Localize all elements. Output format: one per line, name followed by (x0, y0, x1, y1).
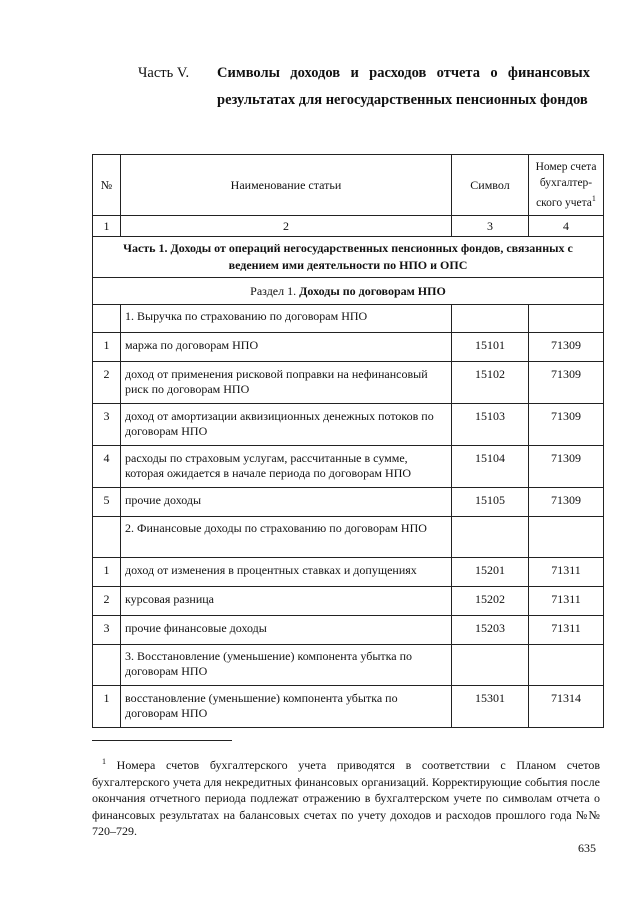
group-row (93, 305, 604, 333)
table-row (93, 558, 604, 587)
footnote (92, 754, 600, 840)
row-symbol: 15301 (452, 686, 529, 728)
column-number: 3 (452, 216, 529, 237)
group-title: 1. Выручка по страхованию по договорам НПО (121, 305, 452, 333)
group-title: 2. Финансовые доходы по страхованию по договорам НПО (121, 517, 452, 558)
empty-cell (93, 645, 121, 686)
symbols-table-wrapper (92, 154, 603, 728)
empty-cell (529, 517, 604, 558)
symbols-table (92, 154, 604, 728)
row-num: 1 (93, 333, 121, 362)
part-label: Часть V. (138, 65, 190, 81)
group-row (93, 517, 604, 558)
table-row (93, 587, 604, 616)
empty-cell (452, 305, 529, 333)
row-name: прочие доходы (121, 488, 452, 517)
row-name: курсовая разница (121, 587, 452, 616)
row-num: 1 (93, 686, 121, 728)
row-symbol: 15103 (452, 404, 529, 446)
part-title: Часть 1. Доходы от операций негосударственных пенсионных фондов, связанных с ведением ими деятельности по НПО и ОПС (93, 237, 604, 278)
row-name: восстановление (уменьшение) компонента убытка по договорам НПО (121, 686, 452, 728)
empty-cell (452, 645, 529, 686)
table-row (93, 404, 604, 446)
column-number: 1 (93, 216, 121, 237)
section-cell (93, 278, 604, 305)
table-row (93, 333, 604, 362)
empty-cell (529, 305, 604, 333)
col-header-num: № (93, 155, 121, 216)
row-symbol: 15201 (452, 558, 529, 587)
col-header-account-text: Номер счета бухгалтер-ского учета (535, 161, 597, 209)
empty-cell (93, 305, 121, 333)
row-symbol: 15105 (452, 488, 529, 517)
row-num: 5 (93, 488, 121, 517)
row-name: прочие финансовые доходы (121, 616, 452, 645)
row-account: 71314 (529, 686, 604, 728)
column-number-row (93, 216, 604, 237)
column-number: 4 (529, 216, 604, 237)
row-symbol: 15202 (452, 587, 529, 616)
row-account: 71309 (529, 488, 604, 517)
row-account: 71309 (529, 404, 604, 446)
row-symbol: 15101 (452, 333, 529, 362)
row-num: 2 (93, 587, 121, 616)
col-header-symbol: Символ (452, 155, 529, 216)
row-account: 71309 (529, 362, 604, 404)
row-account: 71311 (529, 616, 604, 645)
row-account: 71311 (529, 558, 604, 587)
footnote-ref: 1 (591, 194, 596, 204)
row-num: 2 (93, 362, 121, 404)
section-row (93, 278, 604, 305)
empty-cell (452, 517, 529, 558)
row-num: 3 (93, 616, 121, 645)
table-row (93, 686, 604, 728)
group-row (93, 645, 604, 686)
row-symbol: 15104 (452, 446, 529, 488)
row-account: 71309 (529, 333, 604, 362)
row-name: маржа по договорам НПО (121, 333, 452, 362)
row-symbol: 15203 (452, 616, 529, 645)
row-num: 1 (93, 558, 121, 587)
table-row (93, 446, 604, 488)
empty-cell (529, 645, 604, 686)
row-name: расходы по страховым услугам, рассчитанные в сумме, которая ожидается в начале периода по договорам НПО (121, 446, 452, 488)
row-symbol: 15102 (452, 362, 529, 404)
column-number: 2 (121, 216, 452, 237)
row-name: доход от применения рисковой поправки на нефинансовый риск по договорам НПО (121, 362, 452, 404)
footnote-divider (92, 740, 232, 741)
group-title: 3. Восстановление (уменьшение) компонента убытка по договорам НПО (121, 645, 452, 686)
part-row (93, 237, 604, 278)
col-header-account (529, 155, 604, 216)
row-name: доход от изменения в процентных ставках и допущениях (121, 558, 452, 587)
table-row (93, 616, 604, 645)
table-header-row (93, 155, 604, 216)
table-row (93, 362, 604, 404)
footnote-marker: 1 (102, 757, 106, 766)
row-account: 71311 (529, 587, 604, 616)
table-row (93, 488, 604, 517)
section-title: Символы доходов и расходов отчета о финансовых результатах для негосударственных пенсионных фондов (217, 65, 590, 108)
col-header-name: Наименование статьи (121, 155, 452, 216)
page-number: 635 (578, 841, 596, 855)
empty-cell (93, 517, 121, 558)
section-prefix: Раздел 1. (250, 283, 300, 298)
section-title-text: Доходы по договорам НПО (299, 283, 446, 298)
row-name: доход от амортизации аквизиционных денежных потоков по договорам НПО (121, 404, 452, 446)
row-num: 3 (93, 404, 121, 446)
footnote-text: Номера счетов бухгалтерского учета приводятся в соответствии с Планом счетов бухгалтерского учета для некредитных финансовых организаций. Корректирующие события после окончания отчетного периода подлежат отражению в бухгалтерском учете по символам отчета о финансовых результатах на балансовых счетах по учету доходов и расходов прошлого года №№ 720–729. (92, 758, 601, 838)
row-num: 4 (93, 446, 121, 488)
row-account: 71309 (529, 446, 604, 488)
